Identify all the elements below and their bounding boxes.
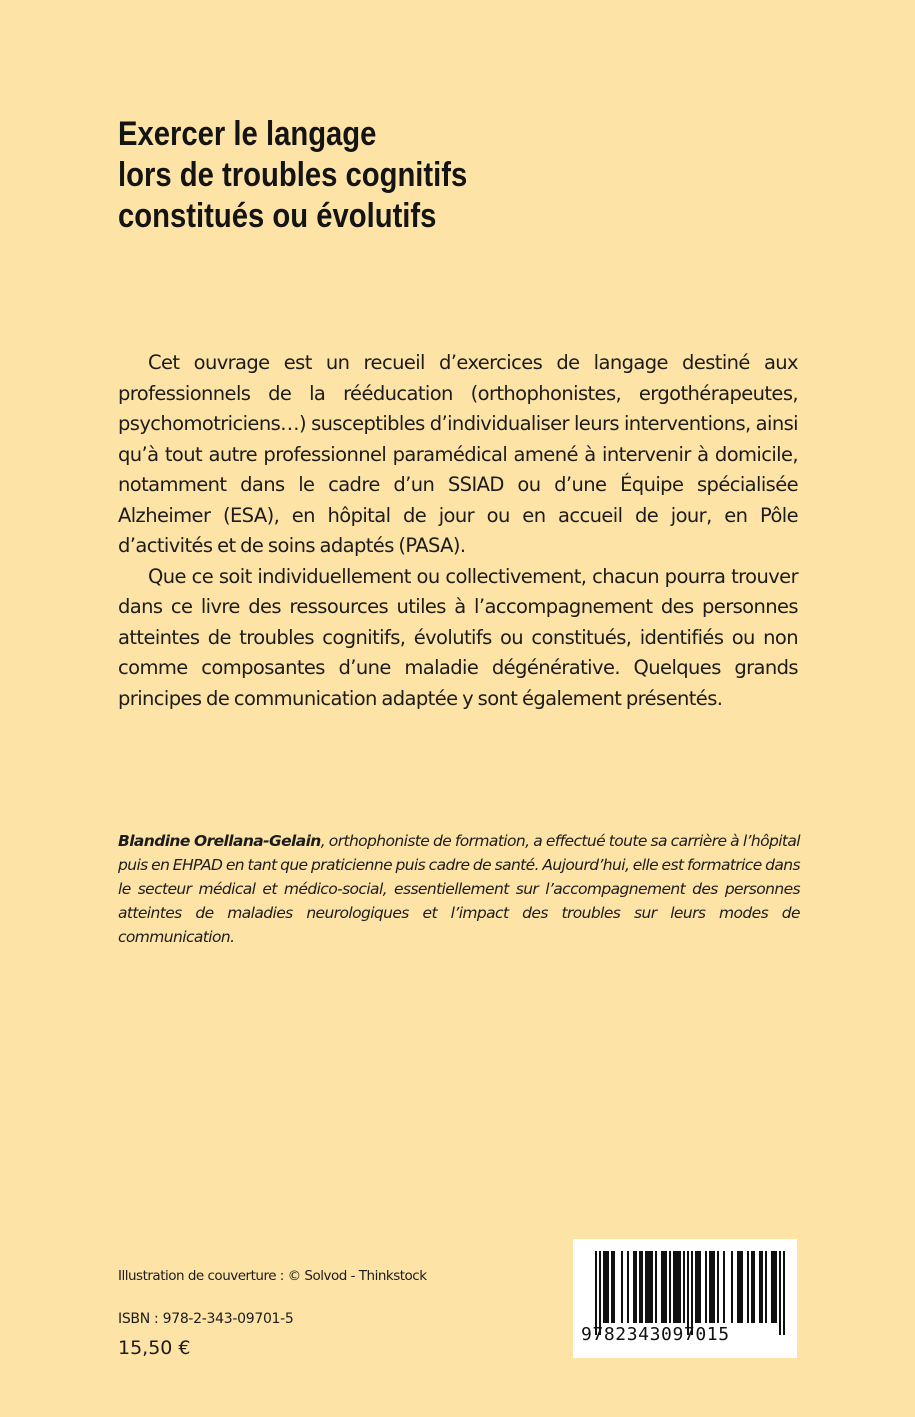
barcode-bar-7	[639, 1251, 643, 1323]
price: 15,50 €	[118, 1337, 191, 1359]
barcode-bar-13	[683, 1251, 685, 1323]
barcode-bar-8	[645, 1251, 653, 1323]
barcode-bar-2	[603, 1251, 609, 1323]
barcode-bar-19	[717, 1251, 719, 1323]
barcode-bar-23	[747, 1251, 749, 1323]
barcode-bar-22	[737, 1251, 743, 1323]
author-name: Blandine Orellana-Gelain	[118, 832, 321, 850]
barcode-bar-6	[633, 1251, 637, 1323]
barcode-digits: 9782343097015	[581, 1324, 730, 1345]
barcode-bar-12	[673, 1251, 681, 1323]
barcode-bar-27	[771, 1251, 777, 1323]
barcode-bar-3	[611, 1251, 615, 1323]
author-bio-text: , orthophoniste de formation, a effectué toute sa carrière à l’hôpital puis en EHPAD en tant que praticienne puis cadre de santé. Aujourd’hui, elle est formatrice dans le secteur médical et médico-social, essentiellement sur l’accompagnement des personnes atteintes de maladies neurologiques et l’impact des troubles sur leurs modes de communication.	[118, 832, 800, 946]
barcode-bar-11	[669, 1251, 671, 1323]
author-bio	[118, 829, 800, 949]
title-line-1: Exercer le langage	[118, 115, 377, 153]
title-line-3: constitués ou évolutifs	[118, 197, 437, 235]
barcode-bar-18	[709, 1251, 715, 1323]
barcode-bar-4	[621, 1251, 623, 1323]
barcode-bar-29	[783, 1251, 785, 1335]
barcode-bar-1	[599, 1251, 601, 1335]
barcode-bar-15	[691, 1251, 693, 1335]
barcode-bar-9	[655, 1251, 657, 1323]
title-line-2: lors de troubles cognitifs	[118, 156, 468, 194]
barcode-bar-14	[687, 1251, 689, 1335]
cover-credit: Illustration de couverture : © Solvod - Thinkstock	[118, 1268, 427, 1284]
description-paragraph-2: Que ce soit individuellement ou collectivement, chacun pourra trouver dans ce livre des ressources utiles à l’accompagnement des personnes atteintes de troubles cognitifs, évolutifs ou constitués, identifiés ou non comme composantes d’une maladie dégénérative. Quelques grands principes de communication adaptée y sont également présentés.	[118, 564, 798, 710]
barcode-bar-25	[759, 1251, 763, 1323]
barcode-bar-20	[723, 1251, 725, 1323]
barcode-bar-28	[779, 1251, 781, 1335]
barcode-bar-17	[705, 1251, 707, 1323]
description-paragraph-1: Cet ouvrage est un recueil d’exercices de langage destiné aux professionnels de la rééducation (orthophonistes, ergothérapeutes, psychomotriciens…) susceptibles d’individualiser leurs interventions, ainsi qu’à tout autre professionnel paramédical amené à intervenir à domicile, notamment dans le cadre d’un SSIAD ou d’une Équipe spécialisée Alzheimer (ESA), en hôpital de jour ou en accueil de jour, en Pôle d’activités et de soins adaptés (PASA).	[118, 351, 798, 557]
barcode-bar-26	[765, 1251, 767, 1323]
barcode-bar-10	[661, 1251, 667, 1323]
isbn: ISBN : 978-2-343-09701-5	[118, 1311, 294, 1327]
book-description	[118, 348, 798, 714]
barcode-bar-24	[751, 1251, 755, 1323]
barcode-bar-0	[595, 1251, 597, 1335]
barcode-bar-21	[731, 1251, 733, 1323]
barcode-bar-5	[627, 1251, 629, 1323]
barcode	[573, 1239, 797, 1358]
barcode-bar-16	[695, 1251, 701, 1323]
book-title	[118, 114, 668, 237]
